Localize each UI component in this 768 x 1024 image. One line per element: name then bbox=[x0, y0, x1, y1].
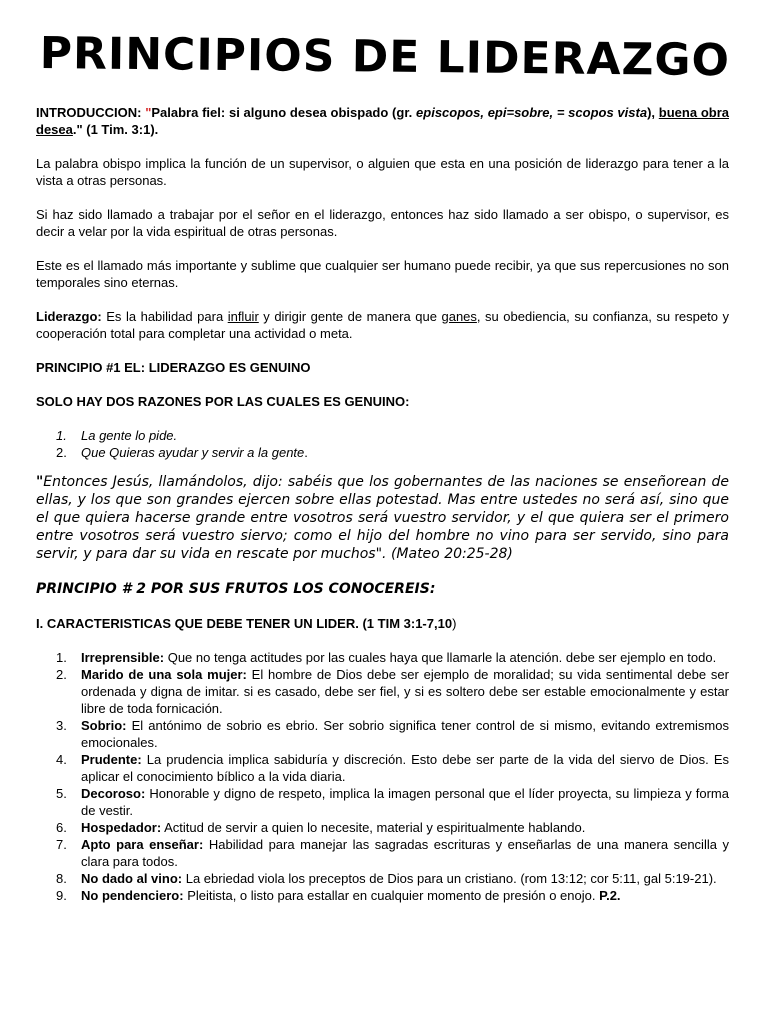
list-text: La ebriedad viola los preceptos de Dios para un cristiano. (rom 13:12; cor 5:11, gal 5:19-21). bbox=[182, 871, 717, 886]
list-term: Decoroso: bbox=[81, 786, 146, 801]
list-text: El antónimo de sobrio es ebrio. Ser sobrio significa tener control de si mismo, evitando extremismos emocionales. bbox=[81, 718, 729, 750]
list-number: 5. bbox=[56, 786, 67, 801]
list-term: Hospedador: bbox=[81, 820, 162, 835]
principio-2-heading: PRINCIPIO # 2 POR SUS FRUTOS LOS CONOCEREIS: bbox=[36, 581, 436, 597]
list-item bbox=[36, 870, 729, 887]
intro-text-3: ." (1 Tim. 3:1). bbox=[72, 122, 159, 137]
list-text: Honorable y digno de respeto, implica la imagen personal que el líder proyecta, su limpieza y forma de vestir. bbox=[81, 786, 729, 818]
page-title: PRINCIPIOS DE LIDERAZGO bbox=[39, 28, 731, 87]
list-item bbox=[36, 649, 729, 666]
list-item bbox=[36, 666, 729, 717]
paragraph-obispo: La palabra obispo implica la función de un supervisor, o alguien que esta en una posición de liderazgo para tener a la vista a otras personas. bbox=[36, 156, 729, 188]
liderazgo-text-2: y dirigir gente de manera que bbox=[258, 309, 442, 324]
intro-text-1: Palabra fiel: si alguno desea obispado (gr. bbox=[151, 105, 417, 120]
list-term: No pendenciero: bbox=[81, 888, 184, 903]
bible-quote bbox=[36, 473, 729, 563]
liderazgo-text-1: Es la habilidad para bbox=[101, 309, 228, 324]
liderazgo-ganes: ganes bbox=[441, 309, 477, 324]
list-text: El hombre de Dios debe ser ejemplo de moralidad; su vida sentimental debe ser ordenada y digna de imitar. si es casado, debe ser fiel, y si es soltero debe ser estable emocionalmente y estar libre de toda fornicación. bbox=[81, 667, 729, 716]
page-marker: P.2. bbox=[599, 888, 621, 903]
list-term: Apto para enseñar: bbox=[81, 837, 204, 852]
list-text: Que no tenga actitudes por las cuales haya que llamarle la atención. debe ser ejemplo en todo. bbox=[164, 650, 717, 665]
list-number: 1. bbox=[56, 428, 67, 443]
list-term: Marido de una sola mujer: bbox=[81, 667, 247, 682]
liderazgo-label: Liderazgo: bbox=[36, 309, 102, 324]
razones-list bbox=[36, 427, 729, 461]
list-number: 6. bbox=[56, 820, 67, 835]
intro-label: INTRODUCCION: bbox=[36, 105, 142, 120]
list-number: 1. bbox=[56, 650, 67, 665]
list-item bbox=[36, 751, 729, 785]
quote-reference: ". (Mateo 20:25-28) bbox=[375, 546, 513, 562]
intro-quote-mark: " bbox=[145, 105, 152, 120]
list-item bbox=[36, 836, 729, 870]
intro-paragraph bbox=[36, 104, 729, 138]
list-term: Sobrio: bbox=[81, 718, 127, 733]
document-body bbox=[36, 104, 729, 904]
caracteristicas-list bbox=[36, 649, 729, 904]
list-text: Habilidad para manejar las sagradas escrituras y enseñarlas de una manera sencilla y clara para todos. bbox=[81, 837, 729, 869]
list-item bbox=[36, 427, 729, 444]
list-number: 2. bbox=[56, 445, 67, 460]
list-term: Irreprensible: bbox=[81, 650, 165, 665]
list-term: No dado al vino: bbox=[81, 871, 183, 886]
list-item bbox=[36, 444, 729, 461]
list-text: La gente lo pide. bbox=[81, 428, 178, 443]
list-number: 4. bbox=[56, 752, 67, 767]
list-text: La prudencia implica sabiduría y discreción. Esto debe ser parte de la vida del siervo de Dios. Es aplicar el conocimiento bíblico a la vida diaria. bbox=[81, 752, 729, 784]
list-number: 3. bbox=[56, 718, 67, 733]
list-number: 8. bbox=[56, 871, 67, 886]
quote-open-mark: " bbox=[36, 474, 44, 490]
list-item bbox=[36, 887, 729, 904]
intro-buena-obra: buena obra desea bbox=[36, 105, 729, 137]
list-item bbox=[36, 819, 729, 836]
list-number: 2. bbox=[56, 667, 67, 682]
list-text: Actitud de servir a quien lo necesite, material y espiritualmente hablando. bbox=[161, 820, 586, 835]
list-item bbox=[36, 717, 729, 751]
liderazgo-influir: influir bbox=[227, 309, 259, 324]
principio-1-heading: PRINCIPIO #1 EL: LIDERAZGO ES GENUINO bbox=[36, 360, 311, 375]
quote-text: Entonces Jesús, llamándolos, dijo: sabéis que los gobernantes de las naciones se enseñorean de ellas, y los que son grandes ejercen sobre ellas potestad. Mas entre ustedes no será así, sino que el que quiera hacerse grande entre vosotros será vuestro servidor, y el que quiera ser el primero entre vosotros será vuestro siervo; como el hijo del hombre no vino para ser servido, sino para servir, y para dar su vida en rescate por muchos bbox=[36, 474, 729, 562]
caracteristicas-heading-text: I. CARACTERISTICAS QUE DEBE TENER UN LIDER. (1 TIM 3:1-7,10 bbox=[36, 616, 453, 631]
list-item bbox=[36, 785, 729, 819]
caracteristicas-heading-tail: ) bbox=[452, 616, 457, 631]
intro-text-2: ), bbox=[647, 105, 659, 120]
list-text: Que Quieras ayudar y servir a la gente bbox=[81, 445, 305, 460]
razones-heading: SOLO HAY DOS RAZONES POR LAS CUALES ES GENUINO: bbox=[36, 394, 410, 409]
list-number: 9. bbox=[56, 888, 67, 903]
list-term: Prudente: bbox=[81, 752, 142, 767]
paragraph-llamado: Si haz sido llamado a trabajar por el señor en el liderazgo, entonces haz sido llamado a ser obispo, o supervisor, es decir a velar por la vida espiritual de otras personas. bbox=[36, 207, 729, 239]
list-text-tail: . bbox=[304, 445, 308, 460]
list-number: 7. bbox=[56, 837, 67, 852]
liderazgo-definition bbox=[36, 308, 729, 342]
paragraph-sublime: Este es el llamado más importante y sublime que cualquier ser humano puede recibir, ya que sus repercusiones no son temporales sino eternas. bbox=[36, 258, 729, 290]
intro-episcopos: episcopos, epi=sobre, = scopos vista bbox=[416, 105, 648, 120]
liderazgo-text-3: , su obediencia, su confianza, su respeto y cooperación total para completar una actividad o meta. bbox=[36, 309, 729, 341]
caracteristicas-heading bbox=[36, 615, 729, 632]
list-text: Pleitista, o listo para estallar en cualquier momento de presión o enojo. bbox=[183, 888, 600, 903]
